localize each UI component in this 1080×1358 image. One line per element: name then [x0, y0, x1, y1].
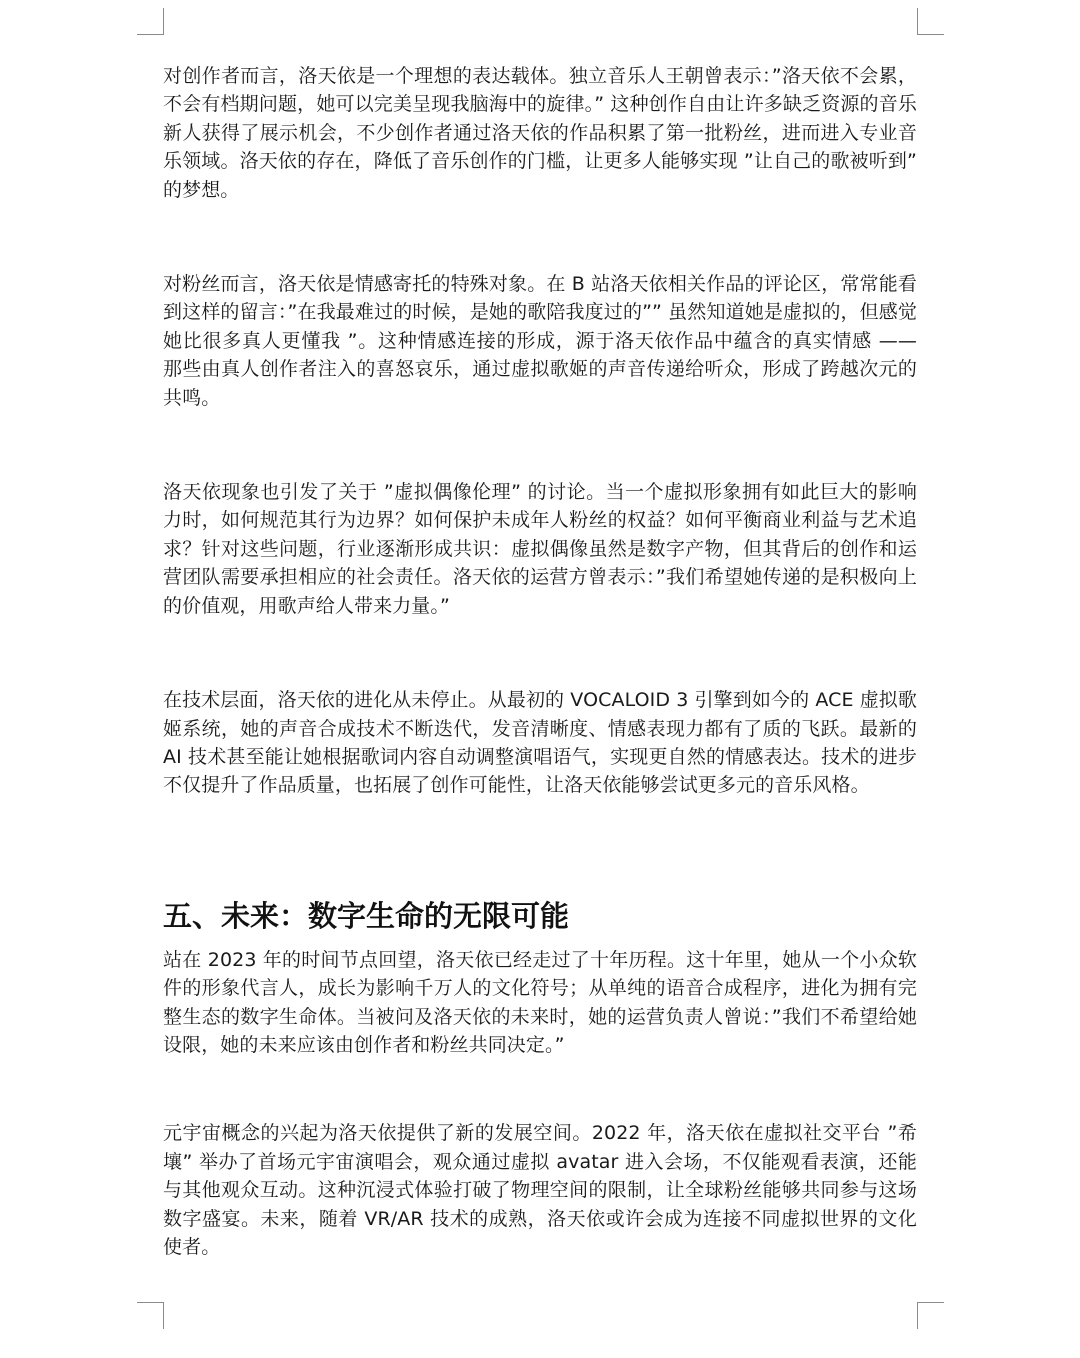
paragraph-spacer	[163, 204, 917, 270]
crop-mark-bottom-right	[917, 1302, 944, 1329]
paragraph-future-review: 站在 2023 年的时间节点回望，洛天依已经走过了十年历程。这十年里，她从一个小众软件的形象代言人，成长为影响千万人的文化符号；从单纯的语音合成程序，进化为拥有完整生态的数字生命体。当被问及洛天依的未来时，她的运营负责人曾说：”我们不希望给她设限，她的未来应该由创作者和粉丝共同决定。”	[163, 948, 917, 1056]
paragraph-creators: 对创作者而言，洛天依是一个理想的表达载体。独立音乐人王朝曾表示：”洛天依不会累，不会有档期问题，她可以完美呈现我脑海中的旋律。” 这种创作自由让许多缺乏资源的音乐新人获得了展示机会，不少创作者通过洛天依的作品积累了第一批粉丝，进而进入专业音乐领域。洛天依的存在，降低了音乐创作的门槛，让更多人能够实现 ”让自己的歌被听到” 的梦想。	[163, 65, 917, 201]
paragraph-fans: 对粉丝而言，洛天依是情感寄托的特殊对象。在 B 站洛天依相关作品的评论区，常常能看到这样的留言：”在我最难过的时候，是她的歌陪我度过的”” 虽然知道她是虚拟的，但感觉她比很多真人更懂我 ”。这种情感连接的形成，源于洛天依作品中蕴含的真实情感 —— 那些由真人创作者注入的喜怒哀乐，通过虚拟歌姬的声音传递给听众，形成了跨越次元的共鸣。	[163, 273, 917, 409]
paragraph-technology: 在技术层面，洛天依的进化从未停止。从最初的 VOCALOID 3 引擎到如今的 ACE 虚拟歌姬系统，她的声音合成技术不断迭代，发音清晰度、情感表现力都有了质的飞跃。最新的 AI 技术甚至能让她根据歌词内容自动调整演唱语气，实现更自然的情感表达。技术的进步不仅提升了作品质量，也拓展了创作可能性，让洛天依能够尝试更多元的音乐风格。	[163, 689, 917, 797]
document-body	[163, 62, 917, 1261]
paragraph-spacer	[163, 1059, 917, 1119]
paragraph-metaverse: 元宇宙概念的兴起为洛天依提供了新的发展空间。2022 年，洛天依在虚拟社交平台 ”希壤” 举办了首场元宇宙演唱会，观众通过虚拟 avatar 进入会场，不仅能观看表演，还能与其他观众互动。这种沉浸式体验打破了物理空间的限制，让全球粉丝能够共同参与这场数字盛宴。未来，随着 VR/AR 技术的成熟，洛天依或许会成为连接不同虚拟世界的文化使者。	[163, 1122, 917, 1258]
paragraph-ethics: 洛天依现象也引发了关于 ”虚拟偶像伦理” 的讨论。当一个虚拟形象拥有如此巨大的影响力时，如何规范其行为边界？如何保护未成年人粉丝的权益？如何平衡商业利益与艺术追求？针对这些问题，行业逐渐形成共识：虚拟偶像虽然是数字产物，但其背后的创作和运营团队需要承担相应的社会责任。洛天依的运营方曾表示：”我们希望她传递的是积极向上的价值观，用歌声给人带来力量。”	[163, 481, 917, 617]
crop-mark-top-left	[137, 8, 164, 35]
section-heading: 五、未来：数字生命的无限可能	[163, 898, 570, 933]
section-spacer	[163, 800, 917, 896]
crop-mark-bottom-left	[137, 1302, 164, 1329]
crop-mark-top-right	[917, 8, 944, 35]
paragraph-spacer	[163, 620, 917, 686]
paragraph-spacer	[163, 412, 917, 478]
